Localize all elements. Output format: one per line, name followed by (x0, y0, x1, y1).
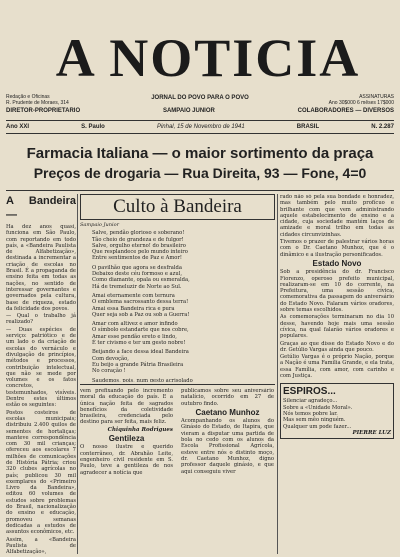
director-label: DIRETOR-PROPRIETARIO (6, 108, 81, 114)
article-paragraph: O nosso ilustre e querido conterrâneo, dr. Abrahão Leite, engenheiro civil residente em S. Paulo, teve a gentileza de nos agradecer a notícia que (80, 444, 173, 476)
article-heading: A Bandeira — (6, 195, 76, 221)
poem-line: Como diamante, opala ou esmeralda, (92, 277, 190, 284)
poem-culto-bandeira (80, 194, 275, 382)
article-paragraph: — Duas espécies de serviço: patriótico e de um lado o da criação de escolas do vernáculo e divulgação de princípios, métodos e processos, contribuição intelectual, que não se mede por volumes e os fatos concretos, testemunhados, visíveis. Dentre estes últimos estão os seguintes: (6, 326, 76, 409)
box-heading: ESPIROS... (283, 386, 336, 398)
poem-line: Quer seja sob a Paz ou sob a Guerra! (92, 311, 190, 318)
article-paragraph: Postos costeiros de escolas municipais; distribuiu 2.400 quilos de sementes de hortaliças; manteve correspondência com 30 mil crianças; ofereceu aos escolares 7 milhões de comunicações de História Pátria; criou 320 clubes agrícolas no país; publicou 30 mil exemplares do «Primeiro Livro da Bandeira», editou 60 volumes de estudos sobre problemas do Brasil, nacionalização do ensino e educação, promoveu semanas dedicadas a estudos de assuntos econômicos, etc. (6, 409, 76, 536)
poem-heading: Culto à Bandeira (80, 194, 275, 220)
article-paragraph: Assim, a «Bandeira Paulista de Alfabetização», (6, 536, 76, 554)
poem-author: Sampaio Junior (80, 222, 119, 228)
poem-line: Amar esse pendão ereto e lindo, (92, 333, 177, 340)
article-paragraph: vem prefixando pelo incremento moral da educação do país. E a única nação feita de sagrados benefícios da coletividade brasileira, credenciada pelo destino para ser feita, mais feliz. (80, 388, 173, 426)
lower-left-column (80, 388, 173, 553)
column-divider (277, 194, 278, 554)
staff-line (6, 108, 394, 114)
article-paragraph: Acompanhando os alunos do Ginásio do Estado, de Itapira, que vieram a disputar uma partida de bola no cedo com os alunos da Escola Profissional Agrícola, esteve entre nós o distinto moço, dr. Caetano Munhoz, digno professor daquele ginásio, e que aqui conseguiu viver (181, 418, 274, 475)
box-line: Sobre a «Unidade Moral». (283, 404, 353, 411)
poem-line: Amar com altivez e amor infindo (92, 321, 178, 328)
poem-line: Tão cheio de grandeza e de fulgor! (92, 236, 184, 243)
poem-line: Que resplandece pelo mundo inteiro (92, 249, 188, 256)
poem-line: Saudemos, pois, num gesto acrisolado (92, 377, 193, 382)
article-paragraph: rado não só pela sua bondade e honradez, mas também pelo muito profícuo e brilhante com que vem administrando aquele estabelecimento de ensino e a cidade, cuja sociedade mantém laços de amizade e moral trilho em todas as cidades circunvizinhas. (280, 194, 394, 238)
article-paragraph: publicamos sobre seu aniversário natalício, ocorrido em 27 de outubro findo. (181, 388, 274, 407)
masthead (0, 0, 400, 120)
article-paragraph: As comemorações terminaram no dia 10 desse, havendo hoje mais uma sessão cívica, na qual falarão vários oradores e populares. (280, 314, 394, 340)
box-line: Nós temos pobre lar. (283, 410, 338, 417)
poem-line: Debaixo deste céu formoso e azul, (92, 271, 183, 278)
article-heading: Gentileza (108, 434, 145, 444)
poem-line: É ter civismo e ter um gesto nobre! (92, 340, 186, 347)
collaborators: COLABORADORES — DIVERSOS (297, 108, 394, 114)
article-paragraph: Tivemos o prazer de palestrar vários horas com o Dr. Caetano Munhoz, que é o dinâmico e a ilustração personificados. (280, 239, 394, 258)
advert-line-1: Farmacia Italiana — o maior sortimento da praça (26, 145, 374, 162)
issue-country: BRASIL (296, 124, 320, 130)
lower-right-column (181, 388, 274, 553)
issue-city: S. Paulo (81, 124, 105, 130)
poem-line: Com devoção, (92, 355, 129, 362)
right-column (280, 194, 394, 554)
espiros-box (280, 383, 394, 439)
article-paragraph: Getúlio Vargas é o próprio Nação, porque a Nação é uma Família Grande, e ela trata, essa Família, com amor, com carinho e com Justiça. (280, 354, 394, 380)
article-bandeira (6, 194, 76, 554)
poem-line: Salve, pendão glorioso e soberano! (92, 230, 185, 237)
newspaper-title: A NOTICIA (55, 28, 361, 88)
issue-info-bar (6, 120, 394, 134)
article-heading: Caetano Munhoz (195, 407, 260, 417)
poem-line: Eu beijo a grande Pátria Brasileira (92, 361, 184, 368)
editorial-address: Redação e Oficinas R. Prudente de Moraes, 314 (6, 94, 69, 106)
issue-date: Pinhal, 15 de Novembro de 1941 (156, 124, 245, 130)
author-signature: PIERRE LUZ (352, 429, 391, 436)
article-paragraph: Ha dez anos quasi, funciona em São Paulo, com reportando em todo país, a «Bandeira Paulista de Alfabetização», destinada a incrementar a criação de escolas no Brasil. É a propaganda de ensino feita em todas as nações, no sentido de interessar governantes e governados pela cultura, base de riqueza, estado da felicidade dos povos. (6, 224, 76, 312)
poem-line: Beijando a face dessa ideal Bandeira (92, 349, 189, 356)
author-signature: Chiquinha Rodrigues (107, 426, 173, 433)
poem-line: O símbolo estandarte que nos cobre, (92, 327, 189, 334)
lower-center-articles (80, 384, 275, 555)
director-name: SAMPAIO JUNIOR (162, 108, 215, 114)
poem-line: Amai essa Bandeira rica e pura (92, 305, 175, 312)
poem-line: Há de tremeluzir de Norte ao Sul. (92, 283, 182, 290)
box-line: Qualquer um pode fazer... (283, 423, 352, 430)
pharmacy-advert (6, 140, 394, 191)
newspaper-subtitle: JORNAL DO POVO PARA O POVO (151, 95, 249, 101)
box-line: Silenciar agradeço... (283, 398, 338, 405)
poem-line: Amai eternamente com ternura (92, 292, 175, 299)
poem-line: Salve, orgulho eterno! do brasileiro (92, 242, 186, 249)
poem-line: O pavilhão que agora se desfralda (92, 264, 182, 271)
poem-line: Entre sentimentos de Paz e Amor! (92, 255, 182, 262)
article-paragraph: — Qual o trabalho já realizado? (6, 313, 76, 326)
subscriptions: ASSINATURAS Ano 30$000 6 mêses 17$000 (328, 94, 394, 106)
issue-number: N. 2.287 (371, 124, 394, 130)
poem-line: No coração ! (92, 368, 126, 375)
issue-year: Ano XXI (6, 124, 30, 130)
poem-body (80, 230, 275, 382)
article-heading: Estado Novo (312, 258, 362, 268)
poem-line: O emblema sacrossanto dessa terra! (92, 299, 189, 306)
article-paragraph: Sob a presidência do dr. Francisco Fiorenzo, operoso prefeito municipal, realizaram-se em 10 do corrente, na Prefeitura, uma sessão cívica, comemorativa da passagem do aniversário do Estado Novo. Falaram vários oradores, sobre temas escolhidos. (280, 269, 394, 314)
article-paragraph: Graças ao que disse do Estado Novo e do dr. Getúlio Vargas ainda que pouco. (280, 340, 394, 353)
column-divider (77, 194, 78, 554)
box-line: Mas sem mêo ninguém. (283, 417, 346, 424)
advert-line-2: Preços de drogaria — Rua Direita, 93 — Fone, 4=0 (33, 165, 367, 181)
